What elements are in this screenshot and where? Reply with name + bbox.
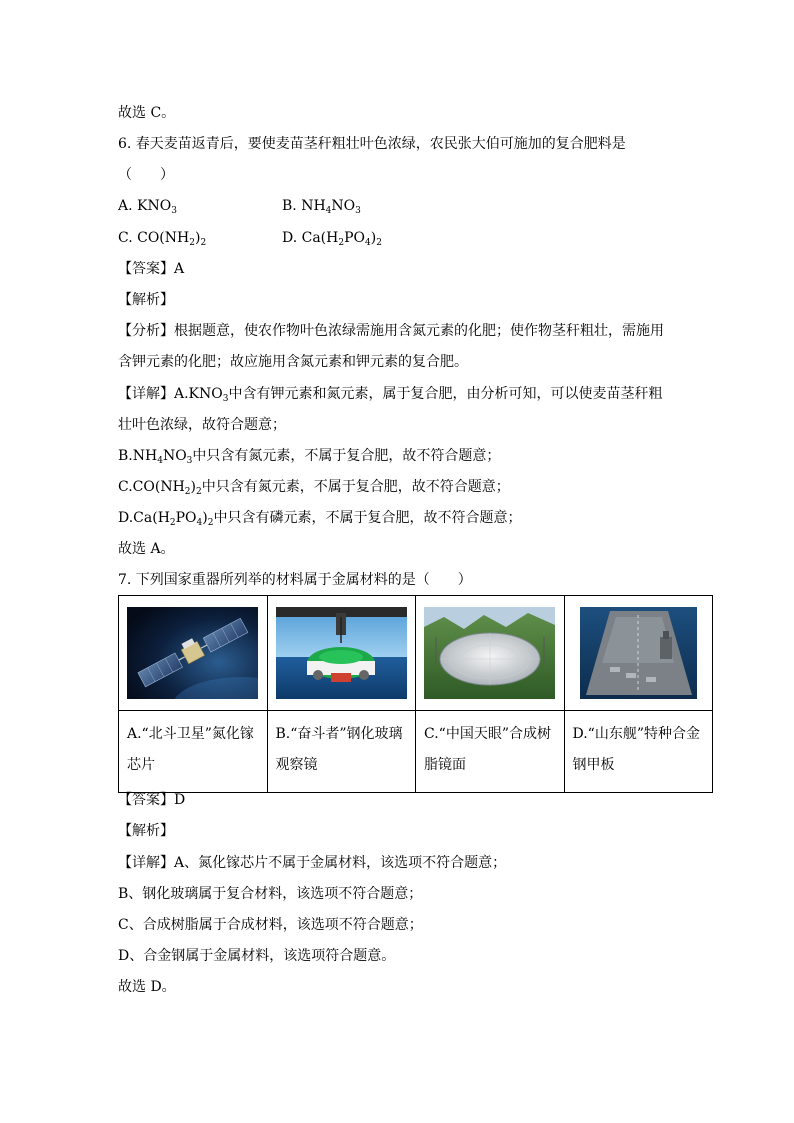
radio-telescope-image — [424, 607, 555, 699]
q6-option-d: D. $Ca(H_2PO_4)_2$ — [282, 230, 382, 248]
q6-xiangjie-line-2: 壮叶色浓绿，故符合题意； — [118, 417, 286, 433]
q6-fenxi-line-2: 含钾元素的化肥；故应施用含氮元素和钾元素的复合肥。 — [118, 354, 468, 370]
q7-xiangjie-d: D、合金钢属于金属材料，该选项符合题意。 — [118, 948, 396, 964]
q7-option-b-cell: B.“奋斗者”钢化玻璃观察镜 — [267, 711, 416, 793]
q7-image-cell-d — [564, 596, 713, 711]
q7-option-c-cell: C.“中国天眼”合成树脂镜面 — [416, 711, 565, 793]
q6-xiangjie-b: $B.NH_4NO_3$中只含有氮元素，不属于复合肥，故不符合题意； — [118, 448, 501, 466]
q7-image-cell-b — [267, 596, 416, 711]
q7-xiangjie-a: 【详解】A、氮化镓芯片不属于金属材料，该选项不符合题意； — [118, 855, 507, 871]
q6-option-c: C. $CO(NH_2)_2$ — [118, 230, 207, 248]
q6-final: 故选 A。 — [118, 541, 175, 557]
q6-analysis-heading: 【解析】 — [118, 292, 174, 308]
q7-options-table — [118, 595, 713, 793]
q6-xiangjie-line-1: 【详解】$A.KNO_3$中含有钾元素和氮元素，属于复合肥，由分析可知，可以使麦苗茎秆粗 — [118, 386, 663, 404]
q7-option-d-cell: D.“山东舰”特种合金钢甲板 — [564, 711, 713, 793]
q7-option-a-cell: A.“北斗卫星”氮化镓芯片 — [119, 711, 268, 793]
submersible-image — [276, 607, 407, 699]
q6-fenxi-line-1: 【分析】根据题意，使农作物叶色浓绿需施用含氮元素的化肥；使作物茎秆粗壮，需施用 — [118, 323, 664, 339]
q7-image-cell-a — [119, 596, 268, 711]
line-q5-final: 故选 C。 — [118, 105, 176, 121]
satellite-image — [127, 607, 258, 699]
q7-stem: 7. 下列国家重器所列举的材料属于金属材料的是（ ） — [118, 572, 472, 588]
q6-option-a: A. $KNO_3$ — [118, 198, 177, 216]
q6-answer: 【答案】A — [118, 261, 185, 277]
q7-xiangjie-c: C、合成树脂属于合成材料，该选项不符合题意； — [118, 917, 423, 933]
q7-final: 故选 D。 — [118, 979, 176, 995]
q7-answer: 【答案】D — [118, 792, 186, 808]
q6-option-b: B. $NH_4NO_3$ — [282, 198, 361, 216]
aircraft-carrier-image — [580, 607, 697, 699]
q7-image-cell-c — [416, 596, 565, 711]
q6-xiangjie-c: $C.CO(NH_2)_2$中只含有氮元素，不属于复合肥，故不符合题意； — [118, 479, 510, 497]
q7-analysis-heading: 【解析】 — [118, 823, 174, 839]
q7-xiangjie-b: B、钢化玻璃属于复合材料，该选项不符合题意； — [118, 886, 423, 902]
q6-blank: （ ） — [118, 167, 174, 183]
q6-stem: 6. 春天麦苗返青后，要使麦苗茎秆粗壮叶色浓绿，农民张大伯可施加的复合肥料是 — [118, 136, 626, 152]
q6-xiangjie-d: $D.Ca(H_2PO_4)_2$中只含有磷元素，不属于复合肥，故不符合题意； — [118, 510, 522, 528]
